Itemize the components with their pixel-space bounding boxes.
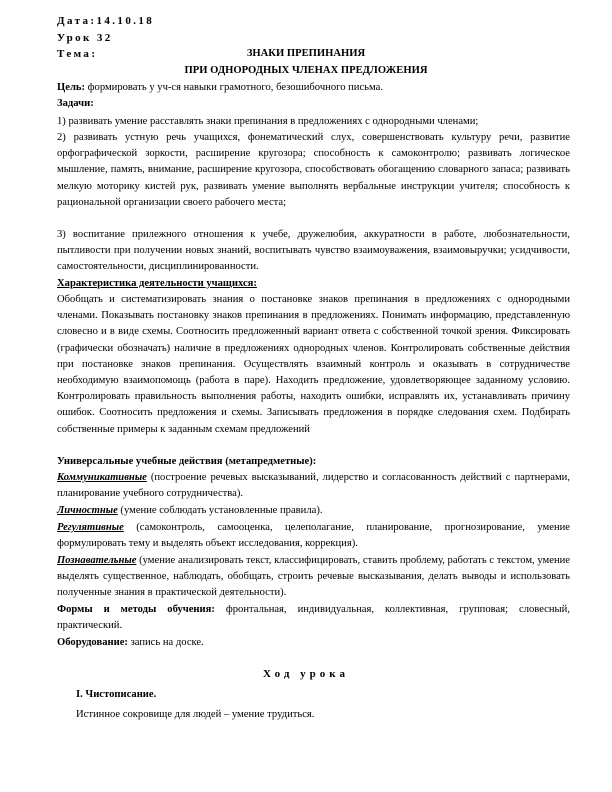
- cognitive-label: Познавательные: [57, 555, 137, 566]
- equipment: [57, 635, 570, 651]
- topic-line-2: ПРИ ОДНОРОДНЫХ ЧЛЕНАХ ПРЕДЛОЖЕНИЯ: [184, 65, 428, 76]
- regulative-text: (самоконтроль, самооценка, целеполагание, планирование, прогнозирование, умение формулировать тему и выделять объект исследования, коррекция).: [57, 522, 570, 550]
- tasks-label: [57, 96, 570, 112]
- personal-text: (умение соблюдать установленные правила).: [117, 505, 323, 516]
- goal-label: Цель:: [57, 82, 86, 93]
- task-item-2: 2) развивать устную речь учащихся, фонематический слух, совершенствовать культуру речи, развитие орфографической зоркости, расширение кругозора; способность к самоконтролю; развивать логическое мышление, память, внимание, расширение кругозора, способствовать обогащению словарного запаса; развивать мелкую моторику кистей рук, развивать умение выполнять вербальные инструкции учителя; способность к рациональной организации своего рабочего места;: [57, 132, 570, 208]
- cognitive-text: (умение анализировать текст, классифицировать, ставить проблему, работать с текстом, умение выделять существенное, наблюдать, обобщать, строить речевые высказывания, делать выводы и использовать полученные знания в практической деятельности).: [57, 555, 570, 599]
- goal-paragraph: [57, 80, 570, 96]
- lesson-number: Урок 32: [57, 32, 113, 44]
- lesson-date: Дата:14.10.18: [57, 15, 155, 27]
- forms-text: фронтальная, индивидуальная, коллективная, групповая; словесный, практический.: [57, 604, 570, 632]
- activity-text: Обобщать и систематизировать знания о постановке знаков препинания в предложениях с однородными членами. Показывать постановку знаков препинания в предложениях. Понимать информацию, представленную словесно и в виде схемы. Соотносить предложенный вариант ответа с собственной точкой зрения. Фиксировать (графически обозначать) наличие в предложениях однородных членов. Контролировать собственные действия при постановке знаков препинания. Осуществлять взаимный контроль и оказывать в сотрудничестве необходимую взаимопомощь (работа в паре). Находить предложение, удовлетворяющее заданному условию. Контролировать правильность выполнения работы, находить ошибки, исправлять их, устанавливать причину ошибок. Соотносить предложения и схемы. Записывать предложения в порядке следования схем. Подбирать собственные примеры к заданным схемам предложений: [57, 294, 570, 435]
- uud-communicative: [57, 470, 570, 502]
- regulative-label: Регулятивные: [57, 522, 124, 533]
- section-heading: I. Чистописание.: [76, 689, 157, 700]
- activity-label: Характеристика деятельности учащихся:: [57, 278, 257, 289]
- forms-methods: [57, 602, 570, 634]
- activity-heading: [57, 276, 570, 292]
- equipment-label: Оборудование:: [57, 637, 128, 648]
- task-item-1: 1) развивать умение расставлять знаки препинания в предложениях с однородными членами;: [57, 116, 479, 127]
- uud-personal: [57, 503, 570, 519]
- task-item-3: 3) воспитание прилежного отношения к учебе, дружелюбия, аккуратности в работе, любознательности, пытливости при получении новых знаний, воспитывать чувство взаимоуважения, взаимовыручки; усидчивости, самостоятельности, дисциплинированности.: [57, 229, 570, 273]
- goal-text: формировать у уч-ся навыки грамотного, безошибочного письма.: [85, 82, 383, 93]
- tasks-heading: Задачи:: [57, 98, 94, 109]
- uud-heading: [57, 454, 570, 470]
- uud-regulative: [57, 520, 570, 552]
- forms-label: Формы и методы обучения:: [57, 604, 215, 615]
- topic-line-1: ЗНАКИ ПРЕПИНАНИЯ: [246, 48, 366, 59]
- personal-label: Личностные: [57, 505, 118, 516]
- lesson-flow-title: Ход урока: [263, 668, 349, 680]
- equipment-text: запись на доске.: [127, 637, 204, 648]
- communicative-label: Коммуникативные: [57, 472, 147, 483]
- uud-label: Универсальные учебные действия (метапредметные):: [57, 456, 317, 467]
- topic-label: Тема:: [57, 48, 98, 60]
- uud-cognitive: [57, 553, 570, 602]
- communicative-text: (построение речевых высказываний, лидерство и согласованность действий с партнерами, планирование учебного сотрудничества).: [57, 472, 570, 500]
- proverb-line: Истинное сокровище для людей – умение трудиться.: [76, 709, 315, 720]
